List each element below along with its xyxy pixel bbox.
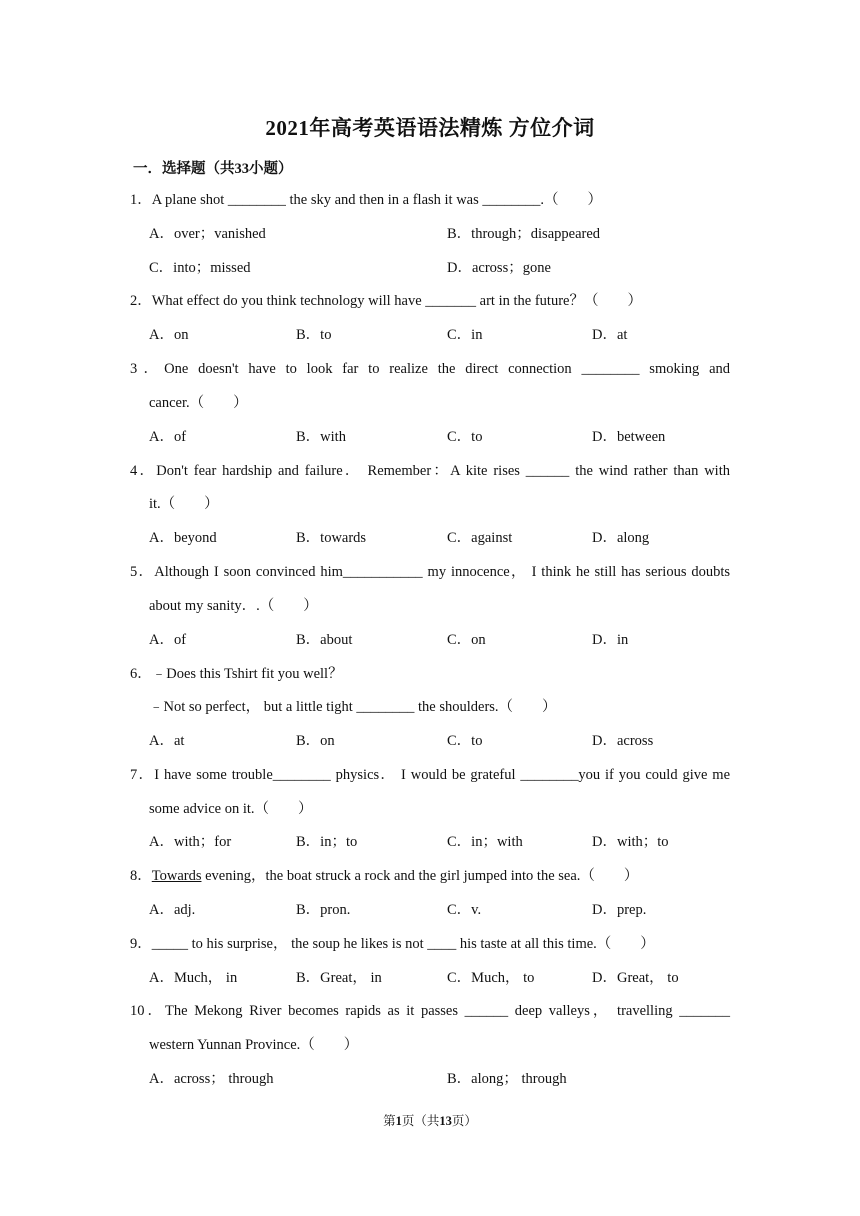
option-c: C．v. bbox=[447, 902, 482, 918]
option-b: B．in；to bbox=[296, 834, 358, 850]
option-c: C．to bbox=[447, 429, 483, 445]
question-text: What effect do you think technology will have _______ art in the future？（ ） bbox=[151, 293, 642, 309]
question-4 bbox=[130, 462, 730, 480]
document-title: 2021年高考英语语法精炼 方位介词 bbox=[265, 116, 595, 140]
option-b: B．on bbox=[296, 733, 335, 749]
question-continuation: some advice on it.（ ） bbox=[149, 801, 313, 817]
option-b: B．along； through bbox=[447, 1071, 567, 1087]
option-d: D．prep. bbox=[592, 902, 647, 918]
question-number: 2． bbox=[130, 293, 152, 309]
question-6 bbox=[130, 665, 343, 683]
option-b: B．with bbox=[296, 429, 346, 445]
option-c: C．against bbox=[447, 530, 513, 546]
option-a: A．at bbox=[149, 733, 185, 749]
option-b: B．Great， in bbox=[296, 970, 382, 986]
question-continuation: it.（ ） bbox=[149, 496, 219, 512]
option-b: B．pron. bbox=[296, 902, 351, 918]
option-a: A．of bbox=[149, 429, 187, 445]
option-d: D．between bbox=[592, 429, 666, 445]
question-8 bbox=[130, 867, 638, 885]
question-text: Don't fear hardship and failure． Remember：A kite rises ______ the wind rather than with bbox=[156, 463, 730, 479]
question-number: 7． bbox=[130, 767, 155, 783]
question-7 bbox=[130, 766, 730, 784]
option-a: A．Much， in bbox=[149, 970, 238, 986]
option-a: A．of bbox=[149, 632, 187, 648]
option-d: D．with；to bbox=[592, 834, 669, 850]
page-total: 13 bbox=[439, 1114, 452, 1128]
question-2 bbox=[130, 292, 642, 310]
question-continuation: cancer.（ ） bbox=[149, 395, 248, 411]
option-b: B．through；disappeared bbox=[447, 226, 601, 242]
option-a: A．on bbox=[149, 327, 189, 343]
underlined-word: Towards bbox=[151, 868, 202, 884]
question-1 bbox=[130, 191, 602, 209]
option-a: A．with；for bbox=[149, 834, 232, 850]
option-a: A．across； through bbox=[149, 1071, 274, 1087]
question-number: 1． bbox=[130, 192, 152, 208]
option-d: D．across；gone bbox=[447, 260, 551, 276]
question-text: evening，the boat struck a rock and the girl jumped into the sea.（ ） bbox=[201, 868, 639, 884]
question-text: Although I soon convinced him___________ my innocence， I think he still has serious doubts bbox=[154, 564, 731, 580]
question-10 bbox=[130, 1002, 730, 1020]
question-3 bbox=[130, 360, 730, 378]
question-continuation: ﹣Not so perfect， but a little tight ________ the shoulders.（ ） bbox=[149, 699, 557, 715]
option-c: C．into；missed bbox=[149, 260, 251, 276]
question-9 bbox=[130, 935, 655, 953]
question-number: 4． bbox=[130, 463, 157, 479]
question-number: 6． bbox=[130, 666, 152, 682]
page-number: 1 bbox=[395, 1114, 402, 1128]
question-number: 9． bbox=[130, 936, 152, 952]
question-continuation: about my sanity．.（ ） bbox=[149, 598, 318, 614]
footer-prefix: 第 bbox=[383, 1114, 396, 1128]
question-number: 5． bbox=[130, 564, 155, 580]
option-a: A．adj. bbox=[149, 902, 196, 918]
option-b: B．towards bbox=[296, 530, 367, 546]
question-number: 10． bbox=[130, 1003, 166, 1019]
option-b: B．about bbox=[296, 632, 353, 648]
option-c: C．in bbox=[447, 327, 483, 343]
option-c: C．in；with bbox=[447, 834, 523, 850]
option-d: D．at bbox=[592, 327, 628, 343]
question-text: I have some trouble________ physics． I would be grateful ________you if you could give me bbox=[154, 767, 731, 783]
question-number: 8． bbox=[130, 868, 152, 884]
question-text: A plane shot ________ the sky and then in a flash it was ________.（ ） bbox=[151, 192, 603, 208]
option-d: D．along bbox=[592, 530, 650, 546]
question-text: ﹣Does this Tshirt fit you well？ bbox=[151, 666, 343, 682]
question-text: _____ to his surprise， the soup he likes is not ____ his taste at all this time.（ ） bbox=[151, 936, 655, 952]
question-continuation: western Yunnan Province.（ ） bbox=[149, 1037, 359, 1053]
option-a: A．beyond bbox=[149, 530, 217, 546]
option-c: C．Much， to bbox=[447, 970, 535, 986]
option-a: A．over；vanished bbox=[149, 226, 266, 242]
section-heading: 一．选择题（共33小题） bbox=[133, 161, 293, 177]
option-c: C．on bbox=[447, 632, 486, 648]
option-d: D．across bbox=[592, 733, 654, 749]
question-5 bbox=[130, 563, 730, 581]
question-text: The Mekong River becomes rapids as it passes ______ deep valleys， travelling _______ bbox=[165, 1003, 731, 1019]
option-b: B．to bbox=[296, 327, 332, 343]
page-footer bbox=[0, 1111, 860, 1129]
question-number: 3． bbox=[130, 361, 165, 377]
footer-mid: 页（共 bbox=[401, 1114, 440, 1128]
option-c: C．to bbox=[447, 733, 483, 749]
question-text: One doesn't have to look far to realize the direct connection ________ smoking and bbox=[164, 361, 731, 377]
footer-suffix: 页） bbox=[451, 1114, 477, 1128]
option-d: D．in bbox=[592, 632, 629, 648]
option-d: D．Great， to bbox=[592, 970, 679, 986]
